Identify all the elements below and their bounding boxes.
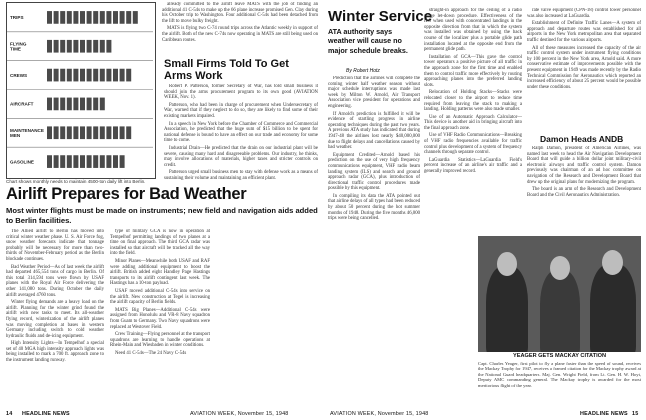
chart-bar-unit [93, 126, 98, 139]
chart-bar-unit [106, 126, 111, 139]
chart-bar-unit [67, 126, 72, 139]
right-column-2 [424, 8, 522, 234]
chart-bar-unit [126, 126, 131, 139]
paragraph: Patterson urged small business men to stay with defense work as a means of sustaining their volume and maintaining an efficient plant. [164, 170, 318, 180]
chart-bar-unit [100, 11, 105, 24]
photo-figure-right [590, 264, 636, 352]
chart-bar-unit [100, 155, 105, 168]
chart-bar-unit [60, 126, 65, 139]
paragraph: Need 41 C-54s—The 24 Navy C-54s [115, 350, 187, 356]
section-label-left: HEADLINE NEWS [22, 411, 70, 417]
chart-bar-unit [73, 126, 78, 139]
chart-row-label: TRIPS [10, 15, 24, 21]
paragraph: LaGuardia Statistics—LaGuardia Field's percent increase of an airline's air traffic and a generally improved record. [424, 157, 522, 175]
chart-bar-unit [54, 69, 59, 82]
chart-bar-unit [73, 40, 78, 53]
chart-bar-unit [80, 40, 85, 53]
chart-bar-unit [87, 155, 92, 168]
chart-bar-unit [87, 98, 92, 111]
paragraph: Establishment of Definite Traffic Lanes—A system of approach and departure routes was established for all airports in the New York metropolitan area that separated traffic destined for the various airports. [527, 21, 641, 43]
chart-bar-unit [54, 126, 59, 139]
chart-bar-unit [60, 69, 65, 82]
paragraph: Crew Training—Flying personnel at the transport squadrons are learning to handle operations at Rhein-Main and Wiesbaden in winter conditions. [110, 332, 210, 349]
chart-bar-unit [47, 126, 52, 139]
paragraph: If Arnold's prediction is fulfilled it will be evidence of startling progress in airline operating techniques during the past two years. A previous ATA study has indicated that during 1947-48 the airlines lost nearly $40,000,000 due to flight delays and cancellations caused by bad weather. [328, 111, 420, 151]
chart-bar-unit [80, 155, 85, 168]
chart-bar-unit [87, 69, 92, 82]
chart-bar-unit [67, 98, 72, 111]
paragraph: type of military GCA is now in operation at Tempelhof permitting landings of two planes at a time on final approach. The third GCA radar was installed so that aircraft will be tracked all the way into the field. [110, 229, 210, 257]
chart-bar-unit [120, 155, 125, 168]
paragraph: In a speech in New York before the Chamber of Commerce and Commercial Association, he predicted that the huge sum of $15 billion to be spent for national defense is bound to have an effect on our trade and economy for some time to come. [164, 121, 318, 144]
sidebar-title: Small Firms Told To Get Arms Work [164, 58, 289, 82]
chart-bar-unit [93, 98, 98, 111]
chart-bar-unit [93, 11, 98, 24]
paragraph: Patterson, who had been in charge of procurement when Undersecretary of War, warned that if they neglect to do so, they are likely to find some of their existing markets impaired. [164, 102, 318, 119]
right-column-1 [328, 76, 420, 406]
chart-row-label: MEN [10, 133, 21, 139]
chart-bar-unit [100, 98, 105, 111]
right-column-3 [527, 8, 641, 132]
chart-bar-unit [67, 11, 72, 24]
photo-face-center [550, 256, 570, 280]
chart-bar-unit [80, 126, 85, 139]
sidebar-body [164, 84, 318, 180]
paragraph: The board is an arm of the Research and Development Board and the Civil Aeronautics Administration. [527, 187, 641, 198]
article-column-1 [6, 229, 104, 407]
chart-bar-unit [80, 98, 85, 111]
chart-bar-unit [106, 155, 111, 168]
chart-bar-unit [47, 155, 52, 168]
paragraph: Industrial Drain—He predicted that the drain on our industrial plant will be severe, causing many hard and disagreeable problems. Our industry, he thinks, may involve allocations of materials, higher taxes and stricter controls on credit. [164, 145, 318, 168]
paragraph: Use of an Automatic Approach Calculator—This device is another aid in bringing aircraft into the final approach zone. [424, 114, 522, 131]
chart-bar-unit [67, 40, 72, 53]
article-headline-right: Winter Service [328, 8, 433, 25]
chart-bar-unit [106, 69, 111, 82]
chart-bar-unit [47, 98, 52, 111]
chart-bar-unit [100, 126, 105, 139]
paragraph: USAF moved additional C-54s into service on the airlift. New construction at Tegel is increasing the airlift capacity of Berlin fields. [110, 288, 210, 306]
chart-bar-unit [106, 40, 111, 53]
page-number-left: 14 [6, 411, 13, 417]
article-headline: Airlift Prepares for Bad Weather [6, 185, 247, 203]
chart-bar-unit [47, 11, 52, 24]
article-column-2 [110, 229, 210, 407]
yeager-photo [478, 236, 641, 352]
photo-figure-center [540, 270, 580, 352]
paragraph: High Intensity Lights—In Tempelhof a special set of 40 MGA high intensity approach lights was being installed to mark a 700 ft. approach zone to the instrument landing runway. [6, 341, 104, 364]
chart-bar-unit [73, 155, 78, 168]
chart-bar-unit [93, 155, 98, 168]
chart-bar-unit [120, 69, 125, 82]
paragraph: Installation of GCA—This gave the control tower operators a positive picture of all traffic in the approach zone for the first time and enabled them to control traffic more effectively by routing approaching planes into the preferred landing slots. [424, 54, 522, 88]
chart-bar-unit [133, 11, 138, 24]
chart-bar-unit [87, 40, 92, 53]
chart-row-label: AIRCRAFT [10, 101, 34, 107]
chart-bar-unit [73, 69, 78, 82]
paragraph: already committed to the airlift leave MATS with the job of finding an additional 41 C-54s to make up the 66 plane increase promised Gen. Clay during his October trip to Washington. Four additional C-54s had been detached from the lift to move bulky freight. [162, 2, 318, 24]
chart-row-label: GASOLINE [10, 159, 34, 165]
paragraph: MATS is flying two C-74 round trips across the Atlantic weekly in support of the airlift. Both of the new C-74s now operating in MATS are still being used on Caribbean routes. [162, 26, 318, 43]
damon-item-title: Damon Heads ANDB [540, 134, 624, 144]
chart-svg [7, 3, 153, 176]
photo-figure-left [486, 266, 528, 352]
chart-row-label: MAINTENANCE [10, 127, 44, 133]
chart-bar-unit [93, 69, 98, 82]
article-deck-right: ATA authority says weather will cause no major schedule breaks. [328, 27, 408, 55]
chart-bar-unit [126, 69, 131, 82]
chart-bar-unit [60, 11, 65, 24]
chart-bar-unit [54, 40, 59, 53]
chart-bar-unit [113, 126, 118, 139]
damon-item-body [527, 146, 641, 232]
paragraph: Equipment Credited—Arnold based his prediction on the use of very high frequency communications equipment, VHF radio beam landing system (ILS) and search and ground approach radar (GCA), plus introduction of directional traffic control procedures made possible by this equipment. [328, 152, 420, 192]
byline: By Robert Hotz [346, 68, 380, 74]
chart-bar-unit [73, 98, 78, 111]
chart-row-label: TIME [10, 46, 21, 52]
photo-face-right [602, 250, 623, 275]
issue-date-left: AVIATION WEEK, November 15, 1948 [190, 411, 289, 417]
paragraph: rate valve equipment (CPN-18) control tower personnel was also increased at LaGuardia. [527, 8, 641, 19]
page-number-right: 15 [632, 411, 639, 417]
chart-caption: Chart shows monthly needs to maintain 4500-ton daily lift into Berlin. [6, 179, 146, 184]
paragraph: All of these measures increased the capacity of the air traffic control system under instrument flying conditions by 100 percent in the New York area, Arnold said. A more conservative estimate of improvements possible with the present equipment in 1949 was made recently by the Radio Technical Commission for Aeronautics which reported an increased efficiency of about 25 percent would be possible under these conditions. [527, 45, 641, 90]
chart-bar-unit [73, 11, 78, 24]
paragraph: The Allied airlift to Berlin has moved into critical winter weather phase. U. S. Air Force fog, snow weather forecasts indicate that tonnage probably will be necessary for more than two-thirds of November-February period as the Berlin blockade continues. [6, 229, 104, 262]
paragraph: Minor Planes—Meanwhile both USAF and RAF were adding additional equipment to boost the airlift. British added eight Handley Page Hastings transports to its airlift contingent last week. The Hastings has a 10-ton payload. [110, 258, 210, 287]
paragraph: Prediction that the airlines will complete the coming winter half weather season without major schedule interruptions was made last week by Milton W. Arnold, Air Transport Association vice president for operations and engineering. [328, 76, 420, 109]
chart-bar-unit [54, 98, 59, 111]
chart-row-label: CREWS [10, 72, 28, 78]
section-label-right: HEADLINE NEWS [580, 411, 628, 417]
paragraph: Use of VHF Radio Communications—Breaking of VHF radio frequencies available for traffic control plus development of a system of frequency channels through separate control. [424, 133, 522, 156]
article-column-3 [162, 2, 318, 54]
chart-bar-unit [100, 40, 105, 53]
paragraph: Winter flying demands are a heavy load on the airlift. Planning for the winter grind found the airlift with new tasks to meet. Its all-weather flying record, winterization of the airlift planes was moving completion at bases in western Germany including switch to cold weather hydraulic fluids and de-icing equipment. [6, 300, 104, 339]
paragraph: Relocation of Holding Stacks—Stacks were relocated closer to the airport to reduce time required from leaving the stack to making a landing. Holding patterns were also made smaller. [424, 90, 522, 113]
chart-bar-unit [60, 155, 65, 168]
article-deck: Most winter flights must be made on instruments; new field and navigation aids added to Berlin facilities. [6, 206, 318, 225]
chart-bar-unit [60, 98, 65, 111]
chart-row-label: FLYING [10, 41, 27, 47]
chart-bar-unit [106, 11, 111, 24]
chart-bar-unit [54, 11, 59, 24]
photo-caption-title: YEAGER GETS MACKAY CITATION [512, 353, 607, 359]
airlift-needs-chart [6, 2, 156, 179]
chart-bar-unit [67, 155, 72, 168]
paragraph: Ralph Damon, president of American Airlines, was named last week to head the Air Navigation Development Board that will guide a billion dollar joint military-civil electronic airways and traffic control system. Damon previously was chairman of an ad hoc committee on navigation of the Research and Development Board that drew up the original plans for modernizing the program. [527, 146, 641, 185]
chart-bar-unit [126, 11, 131, 24]
chart-bar-unit [60, 40, 65, 53]
chart-bar-unit [47, 69, 52, 82]
chart-bar-unit [54, 155, 59, 168]
chart-bar-unit [80, 69, 85, 82]
paragraph: In compiling its data the ATA pointed out that airline delays of all types had been reduced by about 50 percent during the hot summer months of 1948. During the five months 46,000 trips were being cancelled. [328, 193, 420, 222]
chart-bar-unit [120, 11, 125, 24]
paragraph: straight-in approach for the ceiling of a radio range let-down procedure. Effectiveness of the ILS when used with concentrated landings in the opposite direction from that in which the system was installed was obtained by using the back course of the localizer plus a portable glide path installation located at the opposite end from the permanent glide path. [424, 8, 522, 53]
chart-bar-unit [100, 69, 105, 82]
chart-bar-unit [93, 40, 98, 53]
chart-bar-unit [113, 155, 118, 168]
chart-bar-unit [67, 69, 72, 82]
photo-caption: Capt. Charles Yeager, first pilot to fly a plane faster than the speed of sound, receives the Mackay Trophy for 1947, receives a framed citation for the Mackay trophy award at the National Guard headquarters. Maj. Gen. Wright Field, from Lt. Gen. H. W. Hoyt, Deputy AMC commanding general. The Mackay trophy is awarded for the most meritorious flight of the year. [478, 361, 641, 388]
chart-bar-unit [87, 126, 92, 139]
paragraph: MATS Big Planes—Additional C-54s were assigned from Honolulu and VR-8 Navy squadron from Guam to Germany. Two Navy squadrons were replaced at Westover Field. [110, 307, 210, 330]
chart-bar-unit [113, 69, 118, 82]
chart-bar-unit [80, 11, 85, 24]
paragraph: Robert P. Patterson, former Secretary of War, has told small business it should join the arms procurement program to its own good (AVIATION WEEK, Nov. 1). [164, 84, 318, 101]
photo-face-left [497, 252, 517, 276]
issue-date-right: AVIATION WEEK, November 15, 1948 [330, 411, 429, 417]
chart-bar-unit [120, 126, 125, 139]
chart-bar-unit [47, 40, 52, 53]
chart-bar-unit [113, 11, 118, 24]
chart-bar-unit [87, 11, 92, 24]
paragraph: Bad Weather Period—As of last week the airlift had departed 465,554 tons of cargo in Berlin. Of this total 314,594 tons were flown by USAF planes with the Royal Air Force delivering the other 141,080 tons. During October the daily airlift averaged 4760 tons. [6, 264, 104, 298]
